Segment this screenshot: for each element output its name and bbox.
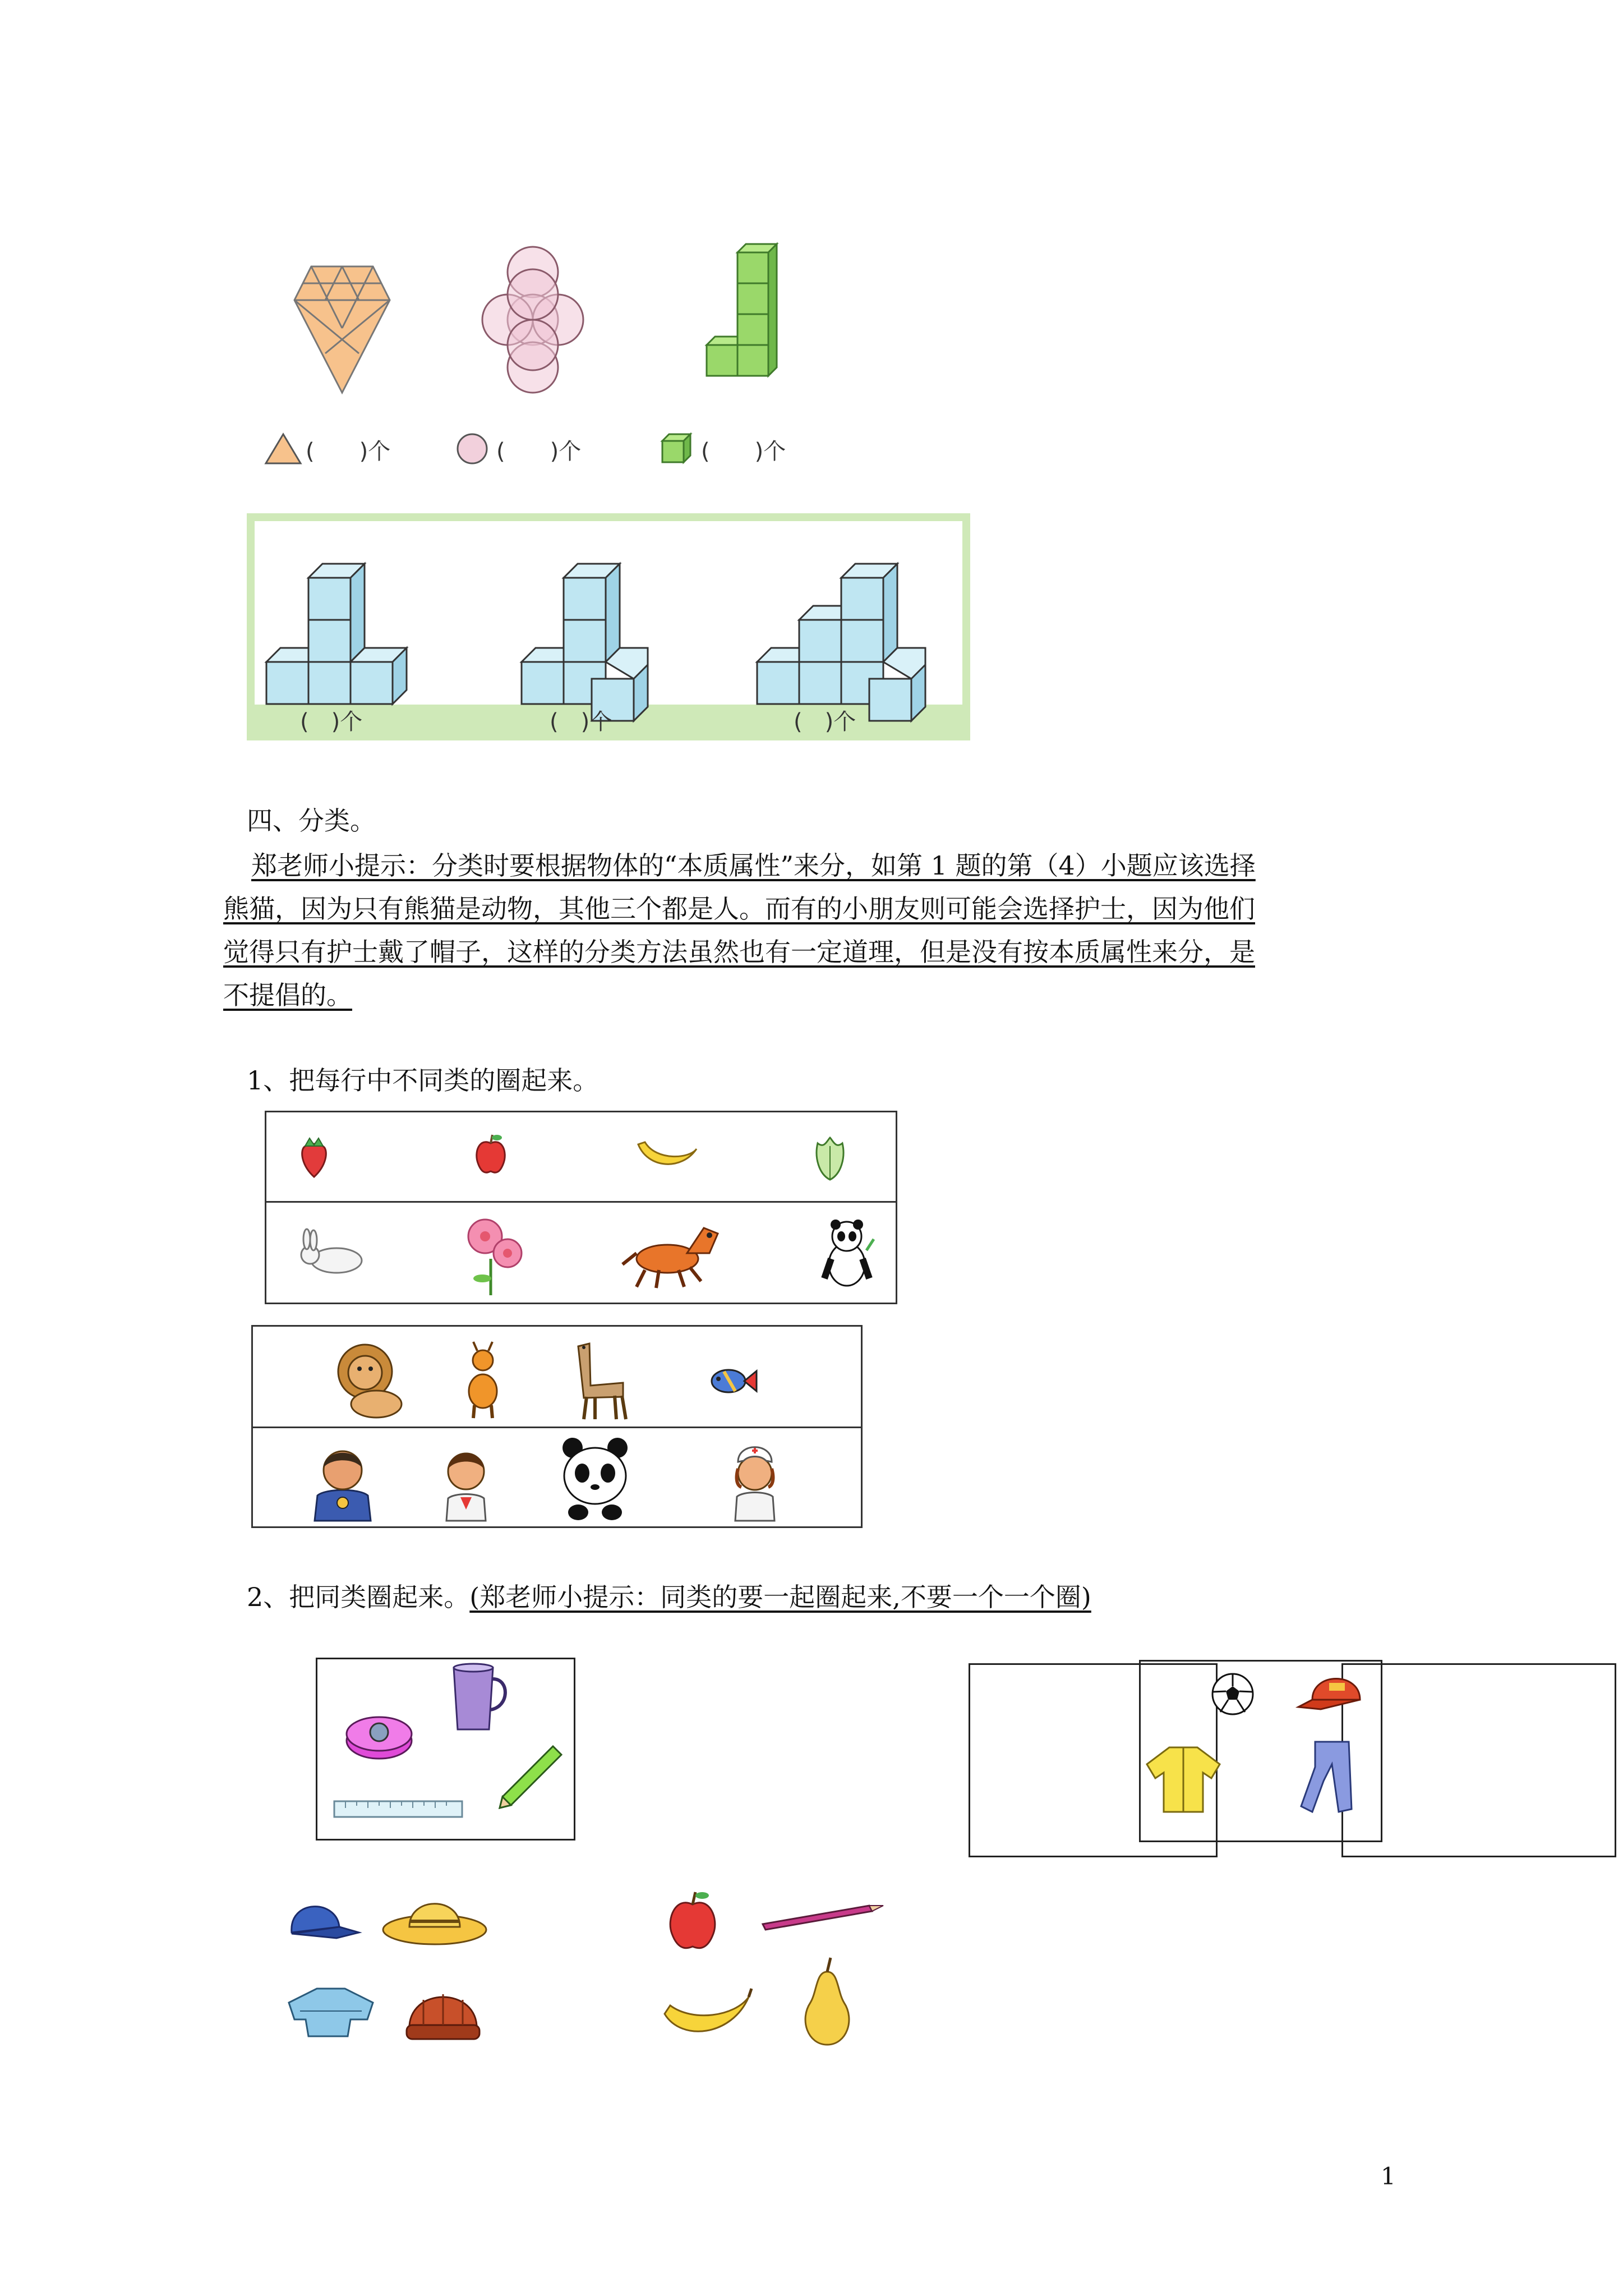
stationery-box <box>316 1658 575 1841</box>
wool-hat-icon[interactable] <box>401 1977 485 2045</box>
circle-count-blank: ( )个 <box>496 439 582 464</box>
fruit-group <box>645 1888 897 2067</box>
deer-icon[interactable] <box>458 1341 508 1419</box>
cube <box>869 679 911 721</box>
cube <box>308 620 351 662</box>
circles-figure <box>468 241 597 398</box>
cube <box>757 662 799 704</box>
cube <box>564 578 606 620</box>
boy-icon[interactable] <box>438 1437 494 1524</box>
banana-icon[interactable] <box>659 1980 754 2042</box>
nurse-icon[interactable] <box>727 1434 783 1524</box>
cube-group-3-blank: ( )个 <box>794 709 856 735</box>
trousers-icon[interactable] <box>1293 1739 1360 1815</box>
blue-cap-icon[interactable] <box>280 1893 365 1955</box>
triangle-count-blank: ( )个 <box>306 439 391 464</box>
cube-counting-panel <box>247 513 970 740</box>
apple-icon[interactable] <box>471 1132 510 1177</box>
page-number: 1 <box>1381 2162 1396 2190</box>
pencil-icon[interactable] <box>757 1899 886 1932</box>
shirt-icon[interactable] <box>283 1980 379 2042</box>
camel-icon[interactable] <box>567 1335 634 1422</box>
classification-table-2 <box>251 1325 863 1528</box>
legend-row <box>261 429 850 468</box>
green-cubes-figure <box>695 241 780 398</box>
cube <box>799 620 841 662</box>
cabbage-icon[interactable] <box>808 1135 852 1182</box>
cube <box>266 662 308 704</box>
classification-table-1 <box>265 1111 897 1304</box>
cube-count-blank: ( )个 <box>701 439 786 464</box>
cube-group-2-blank: ( )个 <box>550 709 612 735</box>
cube <box>308 578 351 620</box>
circle-icon <box>454 432 491 466</box>
panda-face-icon[interactable] <box>559 1434 631 1524</box>
pencil-icon[interactable] <box>491 1738 570 1816</box>
cube <box>351 662 393 704</box>
triangle-icon <box>264 432 303 466</box>
football-icon[interactable] <box>1210 1672 1255 1717</box>
tip-line-1: 郑老师小提示：分类时要根据物体的“本质属性”来分，如第 1 题的第（4）小题应该选择 <box>251 850 1256 881</box>
banana-icon[interactable] <box>634 1138 701 1177</box>
coat-icon[interactable] <box>1141 1742 1225 1815</box>
right-box <box>1341 1663 1616 1857</box>
cube <box>308 662 351 704</box>
cube <box>841 620 883 662</box>
straw-hat-icon[interactable] <box>379 1890 491 1952</box>
rabbit-icon[interactable] <box>294 1228 373 1278</box>
kite-triangles-figure <box>292 261 393 395</box>
pear-icon[interactable] <box>794 1952 861 2050</box>
cube-group-1-blank: ( )个 <box>300 709 363 735</box>
cube <box>522 662 564 704</box>
apple-icon[interactable] <box>662 1888 723 1955</box>
cap-icon[interactable] <box>1295 1669 1368 1717</box>
question-1-title: 1、把每行中不同类的圈起来。 <box>247 1065 599 1096</box>
tip-line-4: 不提倡的。 <box>223 980 352 1010</box>
pencil-sharpener-icon[interactable] <box>343 1707 416 1763</box>
fish-icon[interactable] <box>707 1363 758 1400</box>
question-2-title <box>247 1576 1091 1619</box>
cube <box>841 578 883 620</box>
cube <box>799 662 841 704</box>
horse-icon[interactable] <box>620 1214 726 1292</box>
panda-icon[interactable] <box>819 1217 875 1290</box>
cube <box>564 620 606 662</box>
man-icon[interactable] <box>309 1437 376 1524</box>
tip-line-2: 熊猫，因为只有熊猫是动物，其他三个都是人。而有的小朋友则可能会选择护士，因为他们 <box>223 894 1255 924</box>
headwear-group <box>275 1882 510 2067</box>
strawberry-icon[interactable] <box>297 1135 331 1180</box>
ruler-icon[interactable] <box>331 1797 466 1822</box>
cube-icon <box>659 432 693 466</box>
question-2-tip: (郑老师小提示：同类的要一起圈起来,不要一个一个圈) <box>469 1582 1091 1612</box>
tip-line-3: 觉得只有护士戴了帽子，这样的分类方法虽然也有一定道理，但是没有按本质属性来分，是 <box>223 937 1255 967</box>
cup-icon[interactable] <box>445 1662 513 1735</box>
section-heading: 四、分类。 <box>247 806 376 836</box>
question-2-title-main: 2、把同类圈起来。 <box>247 1582 470 1612</box>
lion-icon[interactable] <box>329 1338 413 1422</box>
flower-icon[interactable] <box>460 1214 527 1298</box>
